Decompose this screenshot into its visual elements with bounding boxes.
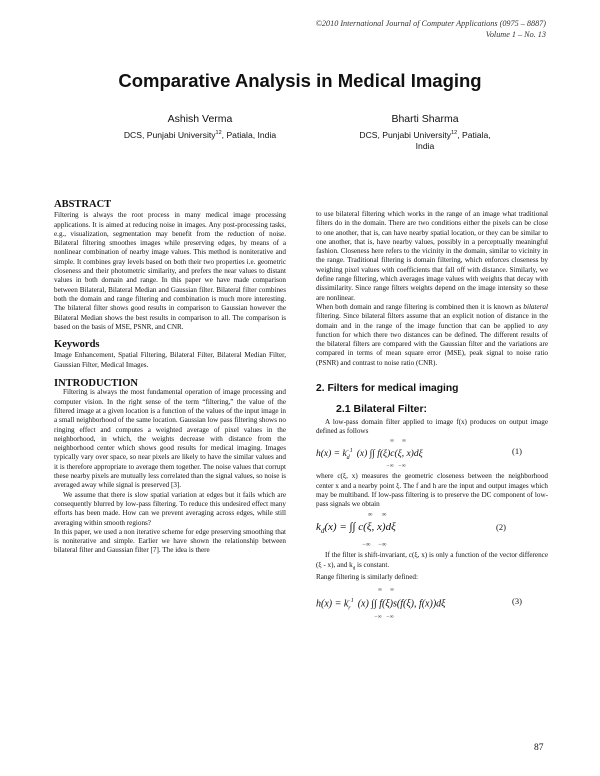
author-name: Bharti Sharma xyxy=(391,113,459,125)
equation-number: (1) xyxy=(512,446,522,457)
author-name: Ashish Verma xyxy=(167,113,233,125)
shift-invariant-paragraph: If the filter is shift-invariant, c(ξ, x) is only a function of the vector difference (ξ - x), and $k_d$ is constant. xyxy=(316,551,548,572)
abstract-heading: ABSTRACT xyxy=(54,199,112,210)
section-2-heading: 2. Filters for medical imaging xyxy=(316,383,459,395)
equation-1: $h(x) = k_d^{-1}$ (x) ∫∫ f(ξ)c(ξ, x)dξ ∞ ∞ −∞ −∞ (1) xyxy=(316,438,522,470)
page-number: 87 xyxy=(534,743,544,753)
equation-number: (3) xyxy=(512,595,522,606)
subsection-2-1-heading: 2.1 Bilateral Filter: xyxy=(336,403,428,416)
equation-3: $h(x) = k_r^{-1}$ (x) ∫∫ f(ξ)s(f(ξ), f(x))dξ ∞ ∞ −∞ −∞ (3) xyxy=(316,586,522,620)
closeness-paragraph: where c(ξ, x) measures the geometric closeness between the neighborhood center x and a nearby point ξ. The f and h are the input and output images which may be multiband. If low-pass filtering is to preserve the DC component of low-pass signals we obtain xyxy=(316,472,548,509)
author-affiliation: DCS, Punjabi University$^{12}$, Patiala, India xyxy=(359,129,491,152)
equation-2: $k_d(x)$ = ∫∫ c(ξ, x)dξ ∞ ∞ −∞ −∞ (2) xyxy=(316,512,506,549)
bilateral-intro-paragraph: to use bilateral filtering which works in the range of an image what traditional filters do in the domain. There are two conditions either the pixels can be close to one another, that is, can have nearby spatial location, or they can be similar to one another, that is, have nearby values, possibly in a perceptually meaningful fashion. Closeness here refers to the vicinity in the domain, similar to vicinity in the range. Traditional filtering is domain filtering, which enforces closeness by weighing pixel values with coefficients that fall off with distance. Similarly, we define range filtering, which averages image values with weights that decay with dissimilarity. Since range filters weights depend on the image intensity so these are nonlinear. xyxy=(316,210,548,302)
intro-paragraph-1: Filtering is always the most fundamental operation of image processing and computer vision. In the right sense of the term “filtering,” the value of the filtered image at a given location is a function of the values of the input image in a small neighborhood of the same location. Gaussian low pass filtering shows no ringing effect and computes a weighted average of pixel values in the neighborhood, in which, the weights decrease with distance from the neighborhood center which shows good results for medical imaging. Images typically vary over space, so near pixels are likely to have the similar values and it is therefore appropriate to average them together. The noise values that corrupt these nearby pixels are mutually less correlated than the signal values, so noise is averaged away while signal is preserved [3]. xyxy=(54,388,287,490)
author-affiliation: DCS, Punjabi University$^{12}$, Patiala, India xyxy=(123,129,277,140)
keywords-heading: Keywords xyxy=(54,339,100,351)
bilateral-combined-paragraph: When both domain and range filtering is combined then it is known as bilateral filtering. Since bilateral filters assume that an explicit notion of distance in the domain and in the range of the image function that can be applied to any function for which there two distances can be defined. The different results of the bilateral filters are compared with the Gaussian filter and the variations are compared in terms of mean square error (MSE), peak signal to noise ratio (PSNR) and contrast to noise ratio (CNR). xyxy=(316,302,548,367)
author-block-2 xyxy=(340,113,510,153)
equation-number: (2) xyxy=(496,522,506,533)
journal-header: ©2010 International Journal of Computer Applications (0975 – 8887) xyxy=(315,19,546,28)
intro-paragraph-3: In this paper, we used a non iterative scheme for edge preserving smoothing that is noniterative and simple. Earlier we have shown the relationship between bilateral filter and Gaussian filter [7]. The idea is there xyxy=(54,527,286,555)
left-column xyxy=(54,200,286,556)
range-filter-paragraph: Range filtering is similarly defined: xyxy=(316,573,418,582)
paper-title: Comparative Analysis in Medical Imaging xyxy=(118,70,482,91)
volume-header: Volume 1 – No. 13 xyxy=(485,30,546,39)
intro-paragraph-2: We assume that there is slow spatial variation at edges but it fails which are consequently blurred by low-pass filtering. To reduce this undesired effect many efforts has been made. How can we prevent averaging across edges, while still averaging within smooth regions? xyxy=(54,490,286,527)
keywords-text: Image Enhancement, Spatial Filtering, Bilateral Filter, Bilateral Median Filter, Gaussian Filter, Medical Images. xyxy=(54,351,286,369)
introduction-heading: INTRODUCTION xyxy=(54,378,139,390)
abstract-text: Filtering is always the root process in many medical image processing applications. It is aimed at reducing noise in images. Any post-processing tasks, e.g., visualization, segmentation may benefit from the reduction of noise. Bilateral filtering smoothes images while preserving edges, by means of a nonlinear combination of nearby image values. This method is noniterative and simple. It combines gray levels based on both their two properties i.e. geometric closeness and their photometric similarity, and prefers the near values to distant values in both domain and range. In this paper we have made comparison between Bilateral, Bilateral Median and Gaussian filter. Bilateral filter combines both the domain and range filtering and combination is much more interesting. The bilateral filter shows good results in comparison to Gaussian however the Bilateral Median shows the best results in comparison to all. The comparison is based on the basis of MSE, PSNR, and CNR. xyxy=(54,211,286,331)
lowpass-paragraph: A low-pass domain filter applied to image f(x) produces on output image defined as follows xyxy=(316,417,548,435)
author-block-1 xyxy=(120,113,280,141)
right-column xyxy=(316,210,548,623)
